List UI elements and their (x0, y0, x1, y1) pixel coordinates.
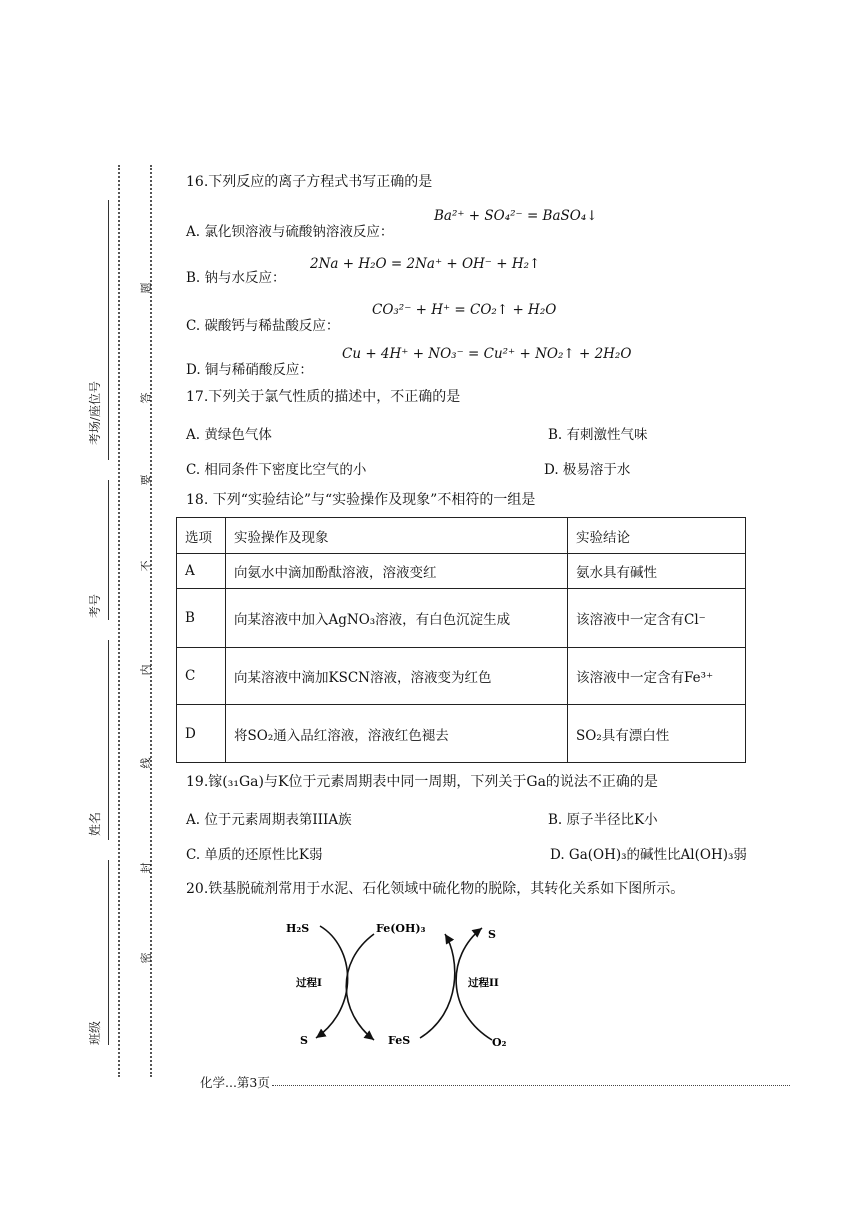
seal-char-8: 密 (139, 952, 153, 964)
seal-char-2: 答 (139, 392, 153, 404)
q18-row-b-option: B (177, 589, 226, 648)
q18-header-operation: 实验操作及现象 (226, 518, 568, 554)
diagram-o2: O₂ (492, 1036, 507, 1049)
table-row (177, 705, 746, 763)
seal-char-4: 不 (139, 560, 153, 572)
q18-row-b-operation: 向某溶液中加入AgNO₃溶液，有白色沉淀生成 (226, 589, 568, 648)
q16-option-b-label: B. 钠与水反应： (186, 270, 286, 286)
margin-label-name: 姓名 (88, 811, 102, 836)
footer-dotted-rule (272, 1085, 790, 1086)
seal-char-3: 要 (139, 474, 153, 486)
q19-option-b: B. 原子半径比K小 (548, 812, 658, 828)
table-row (177, 648, 746, 705)
q20-stem: 20.铁基脱硫剂常用于水泥、石化领域中硫化物的脱除，其转化关系如下图所示。 (186, 881, 685, 897)
q18-row-d-operation: 将SO₂通入品红溶液，溶液红色褪去 (226, 705, 568, 763)
q20-diagram (270, 912, 530, 1057)
margin-label-seat: 考场/座位号 (88, 380, 102, 445)
q16-option-b-eq: 2Na + H₂O = 2Na⁺ + OH⁻ + H₂↑ (310, 256, 541, 272)
q16-option-a-eq: Ba²⁺ + SO₄²⁻ = BaSO₄↓ (434, 208, 598, 224)
q19-option-a: A. 位于元素周期表第IIIA族 (186, 812, 352, 828)
binding-dotted-line-inner (150, 165, 152, 1077)
seal-char-1: 题 (139, 282, 153, 294)
diagram-fes: FeS (388, 1034, 411, 1047)
q18-row-b-conclusion: 该溶液中一定含有Cl⁻ (568, 589, 746, 648)
q18-header-conclusion: 实验结论 (568, 518, 746, 554)
diagram-process1: 过程I (296, 977, 322, 989)
q17-option-b: B. 有刺激性气味 (548, 427, 648, 443)
margin-line-seat (108, 200, 109, 460)
q19-stem: 19.镓(₃₁Ga)与K位于元素周期表中同一周期，下列关于Ga的说法不正确的是 (186, 774, 658, 790)
diagram-h2s: H₂S (286, 922, 310, 935)
process1-arc-right (346, 934, 374, 1040)
q18-table (176, 517, 746, 763)
q18-row-a-option: A (177, 554, 226, 589)
q18-header-row (177, 518, 746, 554)
q17-option-d: D. 极易溶于水 (544, 462, 631, 478)
diagram-s-bottom: S (300, 1034, 308, 1047)
q16-option-a-label: A. 氯化钡溶液与硫酸钠溶液反应： (186, 224, 394, 240)
q18-row-a-conclusion: 氨水具有碱性 (568, 554, 746, 589)
q16-option-d-eq: Cu + 4H⁺ + NO₃⁻ = Cu²⁺ + NO₂↑ + 2H₂O (342, 346, 632, 362)
q17-option-c: C. 相同条件下密度比空气的小 (186, 462, 367, 478)
q17-stem: 17.下列关于氯气性质的描述中，不正确的是 (186, 389, 461, 405)
binding-dotted-line-outer (118, 165, 120, 1077)
diagram-s-top: S (488, 928, 496, 941)
table-row (177, 554, 746, 589)
margin-line-id (108, 480, 109, 620)
margin-label-class: 班级 (88, 1020, 102, 1045)
q18-row-a-operation: 向氨水中滴加酚酞溶液，溶液变红 (226, 554, 568, 589)
q18-row-d-conclusion: SO₂具有漂白性 (568, 705, 746, 763)
margin-label-id: 考号 (88, 593, 102, 618)
q18-row-c-operation: 向某溶液中滴加KSCN溶液，溶液变为红色 (226, 648, 568, 705)
margin-line-name (108, 640, 109, 840)
q16-option-c-label: C. 碳酸钙与稀盐酸反应： (186, 318, 340, 334)
margin-line-class (108, 860, 109, 1045)
q18-row-d-option: D (177, 705, 226, 763)
q19-option-c: C. 单质的还原性比K弱 (186, 847, 323, 863)
q18-stem: 18. 下列“实验结论”与“实验操作及现象”不相符的一组是 (186, 492, 536, 508)
q16-option-c-eq: CO₃²⁻ + H⁺ = CO₂↑ + H₂O (372, 302, 557, 318)
process2-arc-left (420, 934, 455, 1038)
q16-option-d-label: D. 铜与稀硝酸反应： (186, 362, 313, 378)
q17-option-a: A. 黄绿色气体 (186, 427, 272, 443)
q18-row-c-conclusion: 该溶液中一定含有Fe³⁺ (568, 648, 746, 705)
seal-char-7: 封 (139, 862, 153, 874)
diagram-process2: 过程II (468, 977, 499, 989)
q18-header-option: 选项 (177, 518, 226, 554)
table-row (177, 589, 746, 648)
q18-row-c-option: C (177, 648, 226, 705)
page-footer: 化学...第3页 (200, 1075, 270, 1090)
seal-char-6: 线 (139, 757, 153, 769)
seal-char-5: 内 (139, 664, 153, 676)
q19-option-d: D. Ga(OH)₃的碱性比Al(OH)₃弱 (550, 847, 747, 863)
q16-stem: 16.下列反应的离子方程式书写正确的是 (186, 174, 433, 190)
diagram-feoh3: Fe(OH)₃ (376, 922, 426, 935)
